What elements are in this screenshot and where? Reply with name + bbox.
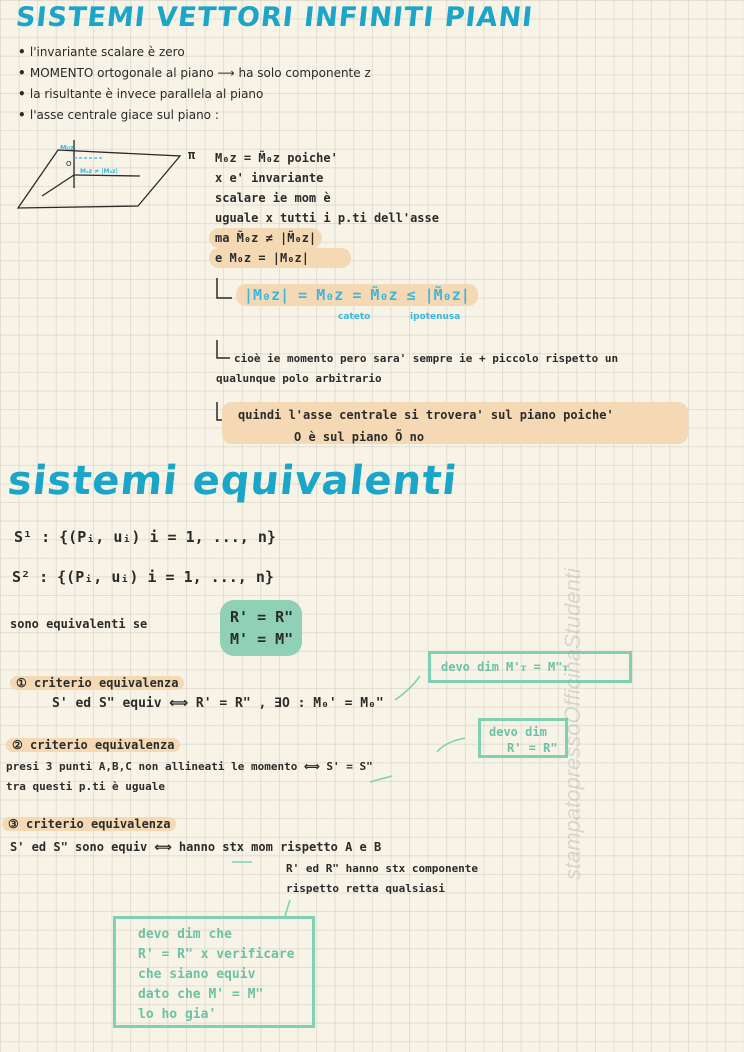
list-item: • l'asse centrale giace sul piano : [18, 105, 371, 126]
list-item: • MOMENTO ortogonale al piano ⟶ ha solo componente z [18, 63, 371, 84]
box-line: R' = R" x verificare [138, 947, 295, 962]
criterio-2-title: ② criterio equivalenza [6, 738, 180, 752]
list-item: • la risultante è invece parallela al piano [18, 84, 371, 105]
diagram-label-pi: π [188, 148, 196, 162]
note-cioe [234, 348, 618, 369]
plane-shape [18, 150, 180, 208]
note-line: cioè ie momento pero sara' sempre ie + piccolo rispetto un [234, 352, 619, 365]
box-line: che siano equiv [138, 967, 256, 982]
note-line: M₀z = M̃₀z poiche' [215, 151, 338, 165]
note-line: x e' invariante [215, 171, 324, 185]
system-s2: S² : {(Pᵢ, uᵢ) i = 1, ..., n} [12, 568, 274, 586]
condition-r: R' = R" [230, 608, 294, 626]
note-line: e M₀z = |M₀z| [209, 248, 351, 268]
box-devo-dim-mid [478, 718, 568, 758]
note-line: ma M̃₀z ≠ |M̃₀z| [209, 228, 322, 248]
note-arrows [217, 278, 232, 420]
watermark: stampatopressoOfficinaStudenti [560, 568, 585, 880]
green-arrows [232, 676, 465, 916]
criterio-3-line1: S' ed S" sono equiv ⟺ hanno stx mom rispetto A e B [10, 840, 382, 854]
eq-label-ipotenusa: ipotenusa [410, 312, 461, 322]
note-cioe-2: qualunque polo arbitrario [216, 372, 382, 385]
box-devo-dim-bottom [113, 916, 315, 1028]
eq-label-cateto: cateto [338, 312, 371, 322]
box-line: R' = R" [507, 741, 558, 755]
notes-block [215, 148, 439, 268]
section-title-sistemi-equivalenti: sistemi equivalenti [5, 458, 460, 504]
note-quindi-1: quindi l'asse centrale si trovera' sul piano poiche' [238, 408, 614, 422]
system-s1: S¹ : {(Pᵢ, uᵢ) i = 1, ..., n} [14, 528, 276, 546]
note-line: uguale x tutti i p.ti dell'asse [215, 211, 439, 225]
criterio-3-line3: rispetto retta qualsiasi [286, 882, 445, 895]
criterio-2-line1: presi 3 punti A,B,C non allineati le momento ⟺ S' = S" [6, 760, 373, 773]
criterio-1-body: S' ed S" equiv ⟺ R' = R" , ∃O : M₀' = M₀" [52, 696, 384, 711]
list-item: • l'invariante scalare è zero [18, 42, 371, 63]
x-axis [42, 175, 74, 196]
condition-m: M' = M" [230, 630, 294, 648]
criterio-2-line2: tra questi p.ti è uguale [6, 780, 165, 793]
box-line: lo ho gia' [138, 1007, 217, 1022]
box-line: dato che M' = M" [138, 987, 264, 1002]
box-devo-dim-top: devo dim M'ᴛ = M"ᴛ [428, 651, 632, 683]
section-title-infiniti-piani: SISTEMI VETTORI INFINITI PIANI [14, 2, 535, 33]
criterio-1-title: ① criterio equivalenza [10, 676, 184, 690]
criterio-3-line2: R' ed R" hanno stx componente [286, 862, 479, 875]
note-line: scalare ie mom è [215, 191, 331, 205]
equation-highlight: |M₀z| = M₀z = M̃₀z ≤ |M̃₀z| [236, 284, 478, 306]
diagram-label-projection: M₀z ≠ |M₀z| [80, 168, 118, 175]
note-quindi-2: O è sul piano Õ no [294, 430, 425, 444]
criterio-3-title: ③ criterio equivalenza [2, 817, 176, 831]
diagram-label-o: O [66, 160, 72, 168]
property-list [18, 42, 371, 126]
diagram-label-mz: M₀z [60, 144, 75, 152]
box-line: devo dim [489, 725, 547, 739]
y-axis [74, 175, 140, 176]
sono-equivalenti-text: sono equivalenti se [10, 617, 148, 631]
box-line: devo dim che [138, 927, 232, 942]
